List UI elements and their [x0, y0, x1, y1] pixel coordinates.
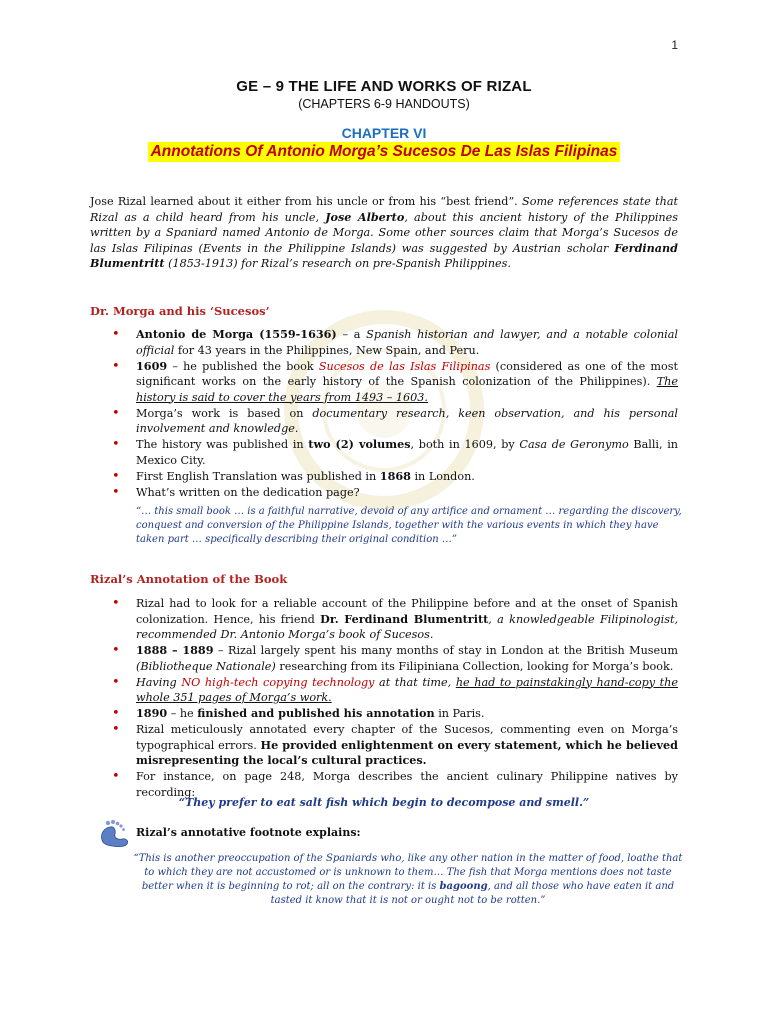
bullet-underlined-text: The history is said to cover the years from 1493 – 1603. — [136, 375, 678, 404]
list-item — [90, 675, 678, 706]
intro-text-2: Some references state that Rizal as a child heard from his uncle, — [90, 195, 678, 224]
bullet-text: in Paris. — [434, 707, 485, 720]
footprint-icon — [98, 818, 132, 848]
footnote-bagoong: bagoong — [439, 881, 488, 892]
section-heading-annotation: Rizal’s Annotation of the Book — [90, 572, 288, 586]
salt-fish-quote: “They prefer to eat salt fish which begin to decompose and smell.” — [178, 796, 590, 809]
page-number: 1 — [671, 38, 678, 52]
bullet-italic-text: documentary research, keen observation, and his personal involvement and knowledge. — [136, 406, 678, 435]
bullet-text: researching from its Filipiniana Collection, looking for Morga’s book. — [275, 659, 674, 673]
annotation-bullet-list — [90, 596, 678, 801]
bullet-bold-text: 1609 — [136, 358, 168, 373]
bullet-text: – he — [167, 707, 198, 720]
bullet-bold-text: He provided enlightenment on every statement, which he believed misrepresenting the local’s cultural practices. — [136, 737, 678, 767]
bullet-bold-text: Antonio de Morga (1559-1636) — [136, 327, 337, 341]
bullet-bold-text: Dr. Ferdinand Blumentritt — [320, 611, 489, 626]
list-item — [90, 437, 678, 468]
bullet-text: , both in 1609, by — [410, 438, 520, 451]
bullet-bold-text: 1890 — [136, 706, 168, 720]
list-item — [90, 469, 678, 485]
bullet-red-text: NO high-tech copying technology — [181, 675, 375, 689]
bullet-bold-text: 1888 – 1889 — [136, 643, 214, 657]
intro-paragraph — [90, 194, 678, 272]
list-item — [90, 706, 678, 722]
bullet-text: for 43 years in the Philippines, New Spain, and Peru. — [174, 343, 480, 357]
bullet-bold-text: two (2) volumes — [308, 437, 411, 451]
footnote-label: Rizal’s annotative footnote explains: — [136, 826, 361, 839]
footnote-quote-text: , and all those who have eaten it and tasted it know that it is not or ought not to be rotten.” — [270, 881, 675, 906]
bullet-text: Rizal had to look for a reliable account of the Philippine before and at the onset of Spanish colonization. Hence, his friend — [136, 597, 678, 626]
bullet-underlined-text: he had to painstakingly hand-copy the whole 351 pages of Morga’s work. — [136, 675, 679, 704]
bullet-text: in London. — [410, 469, 475, 483]
bullet-italic-text: at that time, — [374, 675, 456, 689]
book-title-text: Sucesos de las Islas Filipinas — [318, 359, 491, 373]
bullet-italic-text: Casa de Geronymo — [519, 438, 629, 451]
bullet-text: First English Translation was published in — [136, 469, 380, 483]
bullet-text: Morga’s work is based on — [136, 406, 313, 420]
bullet-bold-text: 1868 — [379, 468, 411, 483]
bullet-italic-text: Spanish historian and lawyer, and a notable colonial official — [136, 328, 679, 357]
intro-name-blumentritt: Ferdinand Blumentritt — [90, 240, 678, 270]
list-item — [90, 722, 678, 769]
chapter-title: Annotations Of Antonio Morga’s Sucesos De Las Islas Filipinas — [148, 142, 621, 162]
bullet-text: For instance, on page 248, Morga describes the ancient culinary Philippine natives by recording: — [136, 770, 678, 799]
intro-text-4: , about this ancient history of the Philippines written by a Spaniard named Antonio de Morga. Some other sources claim that Morga’s Sucesos de las Islas Filipinas (Events in the Philippine Islands) was suggested by Austrian scholar — [90, 210, 678, 255]
chapter-title-wrap — [0, 142, 768, 162]
list-item — [90, 596, 678, 643]
bullet-text: – Rizal largely spent his many months of stay in London at the British Museum — [213, 644, 678, 657]
document-title: GE – 9 THE LIFE AND WORKS OF RIZAL — [236, 78, 532, 95]
dedication-quote: “… this small book … is a faithful narrative, devoid of any artifice and ornament … regarding the discovery, conquest and conversion of the Philippine Islands, together with the various events in which they have taken part … specifically describing their original condition …” — [136, 506, 682, 545]
footnote-quote-text: “This is another preoccupation of the Spaniards who, like any other nation in the matter of food, loathe that to which they are not accustomed or is unknown to them… The fish that Morga mentions does not taste better when it is beginning to rot; all on the contrary: it is — [133, 853, 683, 892]
morga-bullet-list — [90, 327, 678, 501]
section-heading-morga: Dr. Morga and his ‘Sucesos’ — [90, 304, 270, 318]
bullet-text: – a — [336, 328, 367, 341]
bullet-italic-text: (Bibliotheque Nationale) — [136, 659, 276, 673]
bullet-bold-text: finished and published his annotation — [197, 706, 435, 720]
bullet-text: What’s written on the dedication page? — [136, 485, 360, 499]
intro-name-jose-alberto: Jose Alberto — [325, 209, 405, 224]
footnote-quote — [132, 852, 684, 908]
bullet-italic-text: , a knowledgeable Filipinologist, recommended Dr. Antonio Morga’s book of Sucesos. — [136, 612, 679, 641]
chapter-label: CHAPTER VI — [341, 125, 427, 141]
bullet-text: Balli, in Mexico City. — [136, 438, 679, 467]
bullet-text: The history was published in — [136, 438, 309, 451]
intro-text-1: Jose Rizal learned about it either from his uncle or from his “best friend”. — [90, 195, 523, 208]
intro-text-6: (1853-1913) for Rizal’s research on pre-Spanish Philippines. — [164, 257, 511, 270]
list-item — [90, 406, 678, 437]
bullet-text: Rizal meticulously annotated every chapter of the Sucesos, commenting even on Morga’s typographical errors. — [136, 723, 678, 752]
bullet-italic-text: Having — [136, 675, 182, 689]
list-item — [90, 643, 678, 674]
list-item — [90, 359, 678, 406]
document-subtitle: (CHAPTERS 6-9 HANDOUTS) — [298, 97, 470, 111]
bullet-text: (considered as one of the most significant works on the early history of the Spanish colonization of the Philippines). — [136, 359, 678, 388]
bullet-text: – he published the book — [167, 359, 319, 373]
list-item — [90, 485, 678, 501]
list-item — [90, 327, 678, 358]
